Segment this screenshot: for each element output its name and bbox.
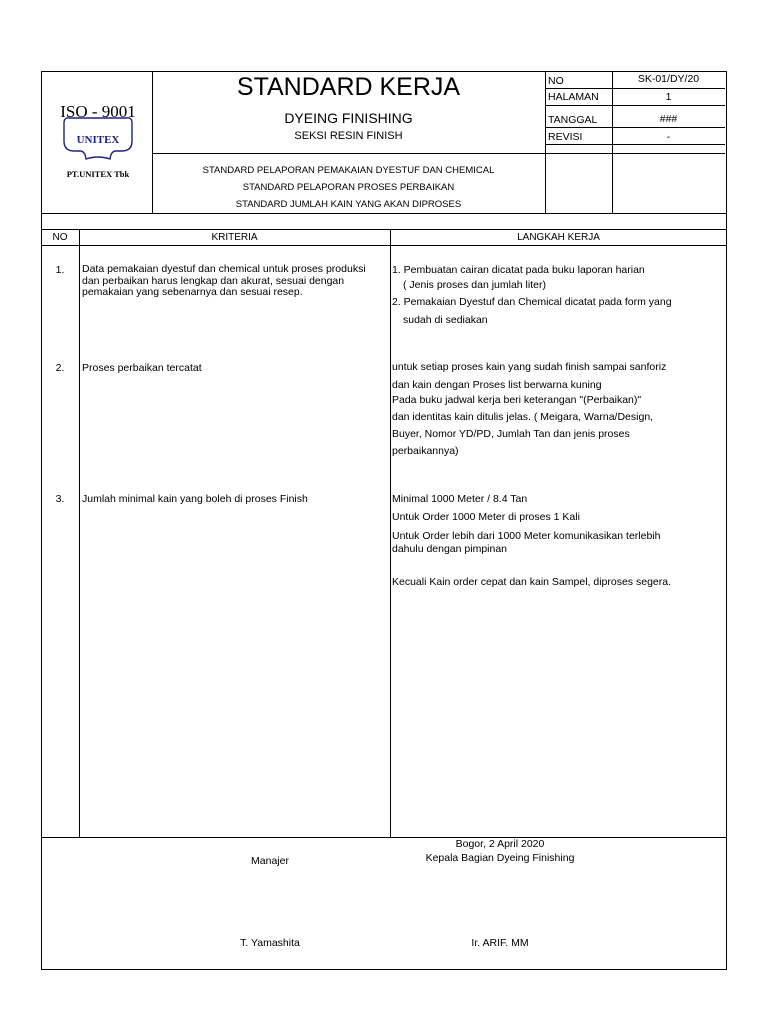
row-1-langkah-1: 1. Pembuatan cairan dicatat pada buku laporan harian bbox=[392, 264, 645, 276]
logo-company-text: PT.UNITEX Tbk bbox=[66, 169, 130, 179]
meta-divider bbox=[545, 144, 725, 145]
standard-line-1: STANDARD PELAPORAN PEMAKAIAN DYESTUF DAN CHEMICAL bbox=[202, 165, 495, 176]
header-divider bbox=[152, 153, 725, 154]
row-2-langkah-4: dan identitas kain ditulis jelas. ( Meigara, Warna/Design, bbox=[392, 411, 654, 423]
row-3-langkah-4: dahulu dengan pimpinan bbox=[392, 543, 508, 555]
row-1-langkah-3: 2. Pemakaian Dyestuf dan Chemical dicatat pada form yang bbox=[392, 296, 672, 308]
standard-line-2: STANDARD PELAPORAN PROSES PERBAIKAN bbox=[242, 182, 455, 193]
header-bottom-line bbox=[41, 213, 727, 214]
row-2-langkah-3: Pada buku jadwal kerja beri keterangan "(Perbaikan)" bbox=[392, 394, 642, 406]
row-3-langkah-2: Untuk Order 1000 Meter di proses 1 Kali bbox=[392, 511, 580, 523]
row-1-kriteria: Data pemakaian dyestuf dan chemical untuk proses produksi dan perbaikan harus lengkap dan akurat, sesuai dengan pemakaian yang sebenarnya dan sesuai resep. bbox=[82, 263, 366, 298]
column-header-kriteria: KRITERIA bbox=[211, 232, 258, 243]
meta-divider bbox=[545, 105, 725, 106]
meta-label-tanggal: TANGGAL bbox=[548, 114, 598, 126]
column-divider bbox=[390, 229, 391, 837]
row-2-kriteria: Proses perbaikan tercatat bbox=[82, 362, 202, 374]
row-2-langkah-2: dan kain dengan Proses list berwarna kuning bbox=[392, 379, 602, 391]
page-title: STANDARD KERJA bbox=[236, 73, 461, 101]
meta-value-tanggal: ### bbox=[659, 113, 678, 125]
meta-divider bbox=[545, 88, 725, 89]
row-3-langkah-3: Untuk Order lebih dari 1000 Meter komunikasikan terlebih bbox=[392, 530, 661, 542]
logo-brand-text: UNITEX bbox=[76, 134, 120, 146]
meta-label-revisi: REVISI bbox=[548, 131, 583, 143]
meta-value-no: SK-01/DY/20 bbox=[637, 73, 700, 85]
signature-right-name: Ir. ARIF. MM bbox=[471, 937, 529, 949]
row-2-no: 2. bbox=[55, 362, 65, 374]
signature-place-date: Bogor, 2 April 2020 bbox=[455, 838, 545, 850]
column-divider bbox=[79, 229, 80, 837]
row-1-langkah-2: ( Jenis proses dan jumlah liter) bbox=[403, 279, 546, 291]
table-header-top bbox=[41, 229, 727, 230]
meta-divider bbox=[545, 127, 725, 128]
standard-line-3: STANDARD JUMLAH KAIN YANG AKAN DIPROSES bbox=[235, 199, 462, 210]
meta-label-no: NO bbox=[548, 75, 564, 87]
row-3-no: 3. bbox=[55, 493, 65, 505]
table-bottom-line bbox=[41, 837, 727, 838]
row-1-no: 1. bbox=[55, 264, 65, 276]
section-title: SEKSI RESIN FINISH bbox=[294, 130, 403, 142]
column-header-langkah: LANGKAH KERJA bbox=[517, 232, 600, 243]
signature-left-title: Manajer bbox=[251, 855, 289, 867]
table-header-bottom bbox=[41, 245, 727, 246]
signature-left-name: T. Yamashita bbox=[240, 937, 300, 949]
department-title: DYEING FINISHING bbox=[284, 110, 413, 126]
meta-value-revisi: - bbox=[666, 131, 671, 143]
row-2-langkah-5: Buyer, Nomor YD/PD, Jumlah Tan dan jenis proses bbox=[392, 428, 630, 440]
row-3-langkah-5: Kecuali Kain order cepat dan kain Sampel, diproses segera. bbox=[392, 576, 671, 588]
logo-iso-text: ISO - 9001 bbox=[60, 102, 136, 121]
meta-label-halaman: HALAMAN bbox=[548, 91, 599, 103]
signature-right-title: Kepala Bagian Dyeing Finishing bbox=[425, 852, 575, 864]
row-2-langkah-1: untuk setiap proses kain yang sudah finish sampai sanforiz bbox=[392, 361, 667, 373]
column-header-no: NO bbox=[52, 232, 68, 243]
row-2-langkah-6: perbaikannya) bbox=[392, 445, 459, 457]
row-3-langkah-1: Minimal 1000 Meter / 8.4 Tan bbox=[392, 493, 528, 505]
row-1-langkah-4: sudah di sediakan bbox=[403, 314, 488, 326]
company-logo bbox=[56, 97, 140, 187]
header-divider bbox=[545, 72, 546, 213]
meta-value-halaman: 1 bbox=[665, 91, 672, 103]
row-3-kriteria: Jumlah minimal kain yang boleh di proses Finish bbox=[82, 493, 308, 505]
